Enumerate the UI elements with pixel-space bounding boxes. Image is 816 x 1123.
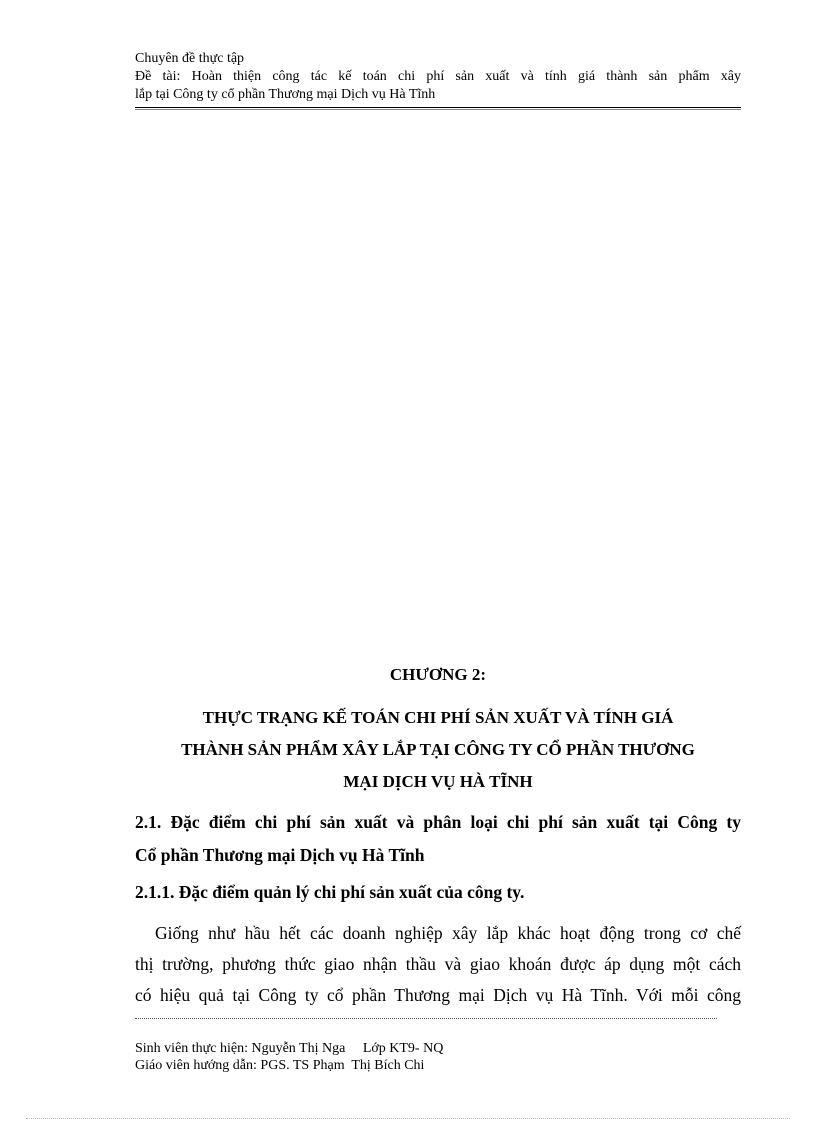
chapter-title [135,702,741,798]
chapter-label: CHƯƠNG 2: [389,665,487,684]
chapter-title-line-2: THÀNH SẢN PHẨM XÂY LẮP TẠI CÔNG TY CỔ PHẦN THƯƠNG [181,740,695,759]
student-label: Sinh viên thực hiện: [135,1041,248,1056]
header-topic: Chuyên đề thực tập [135,51,245,66]
page-bottom-border [26,1118,790,1119]
section-2-1-line-1: 2.1. Đặc điểm chi phí sản xuất và phân loại chi phí sản xuất tại Công ty [135,812,741,832]
paragraph-line-2: thị trường, phương thức giao nhận thầu và giao khoán được áp dụng một cách [135,954,741,974]
footer-advisor-row [135,1057,741,1074]
page-header [135,50,741,104]
chapter-title-line-3: MẠI DỊCH VỤ HÀ TĨNH [343,772,533,791]
header-rule [135,107,741,108]
student-name: Nguyễn Thị Nga [251,1041,346,1056]
class-label: Lớp KT9- NQ [362,1041,444,1056]
section-2-1-1-heading: 2.1.1. Đặc điểm quản lý chi phí sản xuất của công ty. [135,882,525,902]
footer-student-row [135,1040,741,1057]
section-2-1-line-2: Cổ phần Thương mại Dịch vụ Hà Tĩnh [135,845,425,865]
advisor-name: PGS. TS Phạm Thị Bích Chi [260,1058,425,1073]
paragraph-line-1: Giống như hầu hết các doanh nghiệp xây lắp khác hoạt động trong cơ chế [155,923,741,943]
header-rule-secondary [135,109,741,110]
section-2-1-heading [135,806,741,872]
page-footer [135,1040,741,1074]
paragraph-line-3: có hiệu quả tại Công ty cổ phần Thương mại Dịch vụ Hà Tĩnh. Với mỗi công [135,985,741,1005]
chapter-title-line-1: THỰC TRẠNG KẾ TOÁN CHI PHÍ SẢN XUẤT VÀ TÍNH GIÁ [202,708,674,727]
header-subject-line-2: lắp tại Công ty cổ phần Thương mại Dịch vụ Hà Tĩnh [135,87,436,102]
body-paragraph [135,918,741,1011]
footer-rule [135,1018,717,1019]
header-subject-line-1: Đề tài: Hoàn thiện công tác kế toán chi phí sản xuất và tính giá thành sản phẩm xây [135,69,741,84]
advisor-label: Giáo viên hướng dẫn: [135,1058,257,1073]
